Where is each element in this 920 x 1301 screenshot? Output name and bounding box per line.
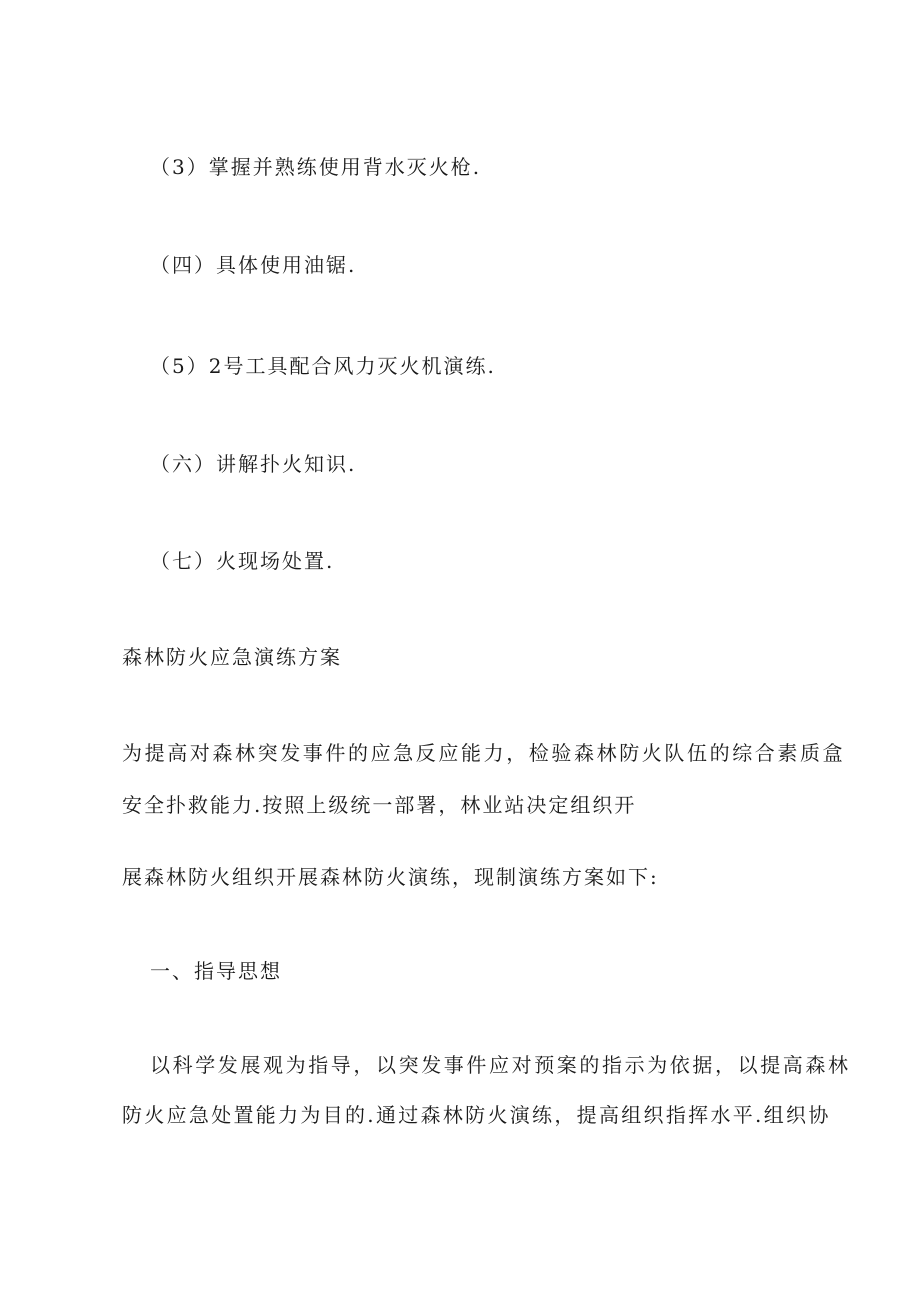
intro-paragraph-line-1: 为提高对森林突发事件的应急反应能力，检验森林防火队伍的综合素质盒 [122, 741, 846, 765]
list-item-4: （四）具体使用油锯. [150, 253, 357, 277]
list-item-6: （六）讲解扑火知识. [150, 452, 357, 476]
list-item-5: （5）2号工具配合风力灭火机演练. [150, 354, 496, 378]
body-paragraph-line-1: 以科学发展观为指导，以突发事件应对预案的指示为依据，以提高森林 [150, 1053, 851, 1077]
heading-guiding-ideology: 一、指导思想 [150, 959, 282, 983]
intro-paragraph-line-2: 安全扑救能力.按照上级统一部署，林业站决定组织开 [122, 793, 637, 817]
section-title: 森林防火应急演练方案 [122, 645, 342, 669]
list-item-7: （七）火现场处置. [150, 549, 335, 573]
intro-paragraph-line-3: 展森林防火组织开展森林防火演练，现制演练方案如下: [122, 865, 659, 889]
body-paragraph-line-2: 防火应急处置能力为目的.通过森林防火演练，提高组织指挥水平.组织协 [122, 1103, 831, 1127]
list-item-3: （3）掌握并熟练使用背水灭火枪. [150, 155, 482, 179]
